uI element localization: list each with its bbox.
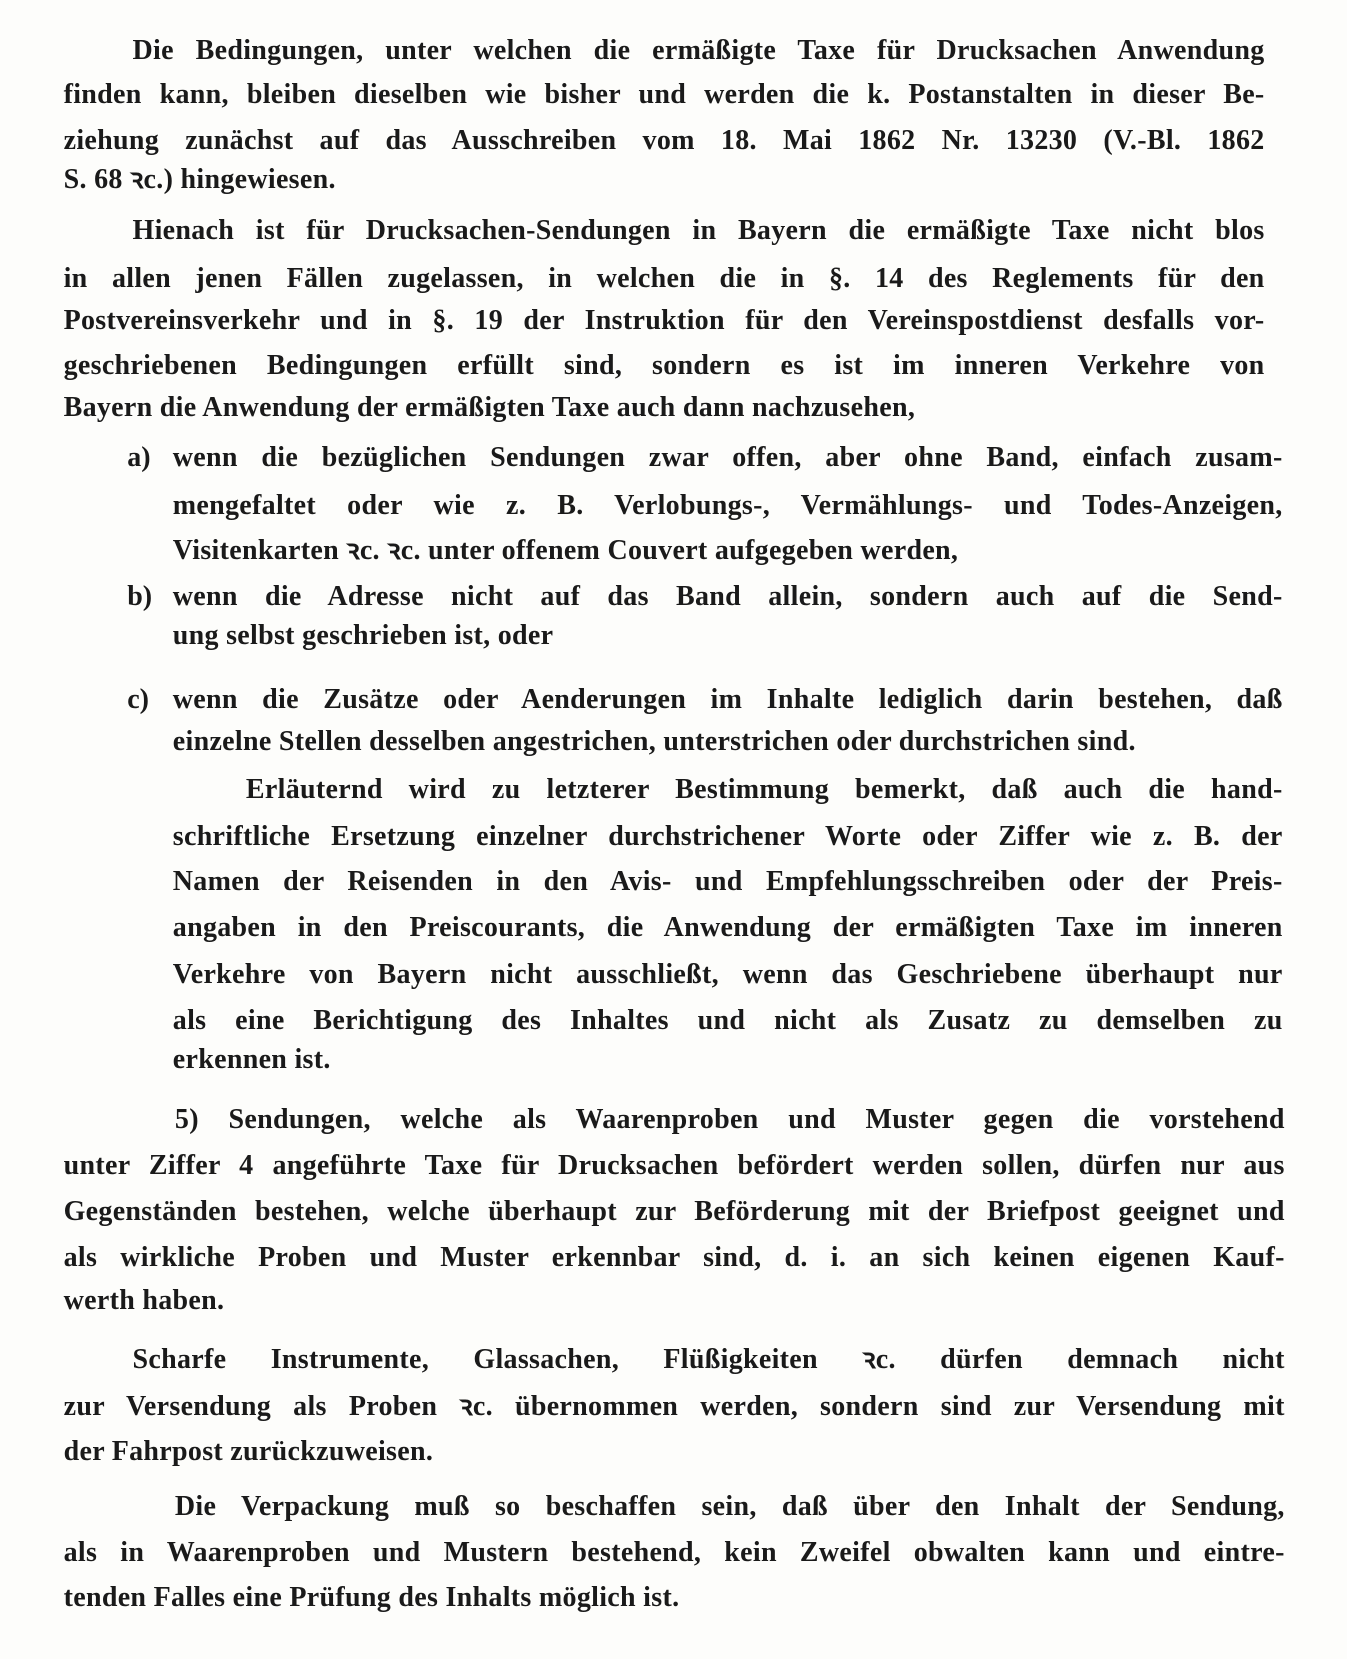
text-line: Bayern die Anwendung der ermäßigten Taxe auch dann nachzusehen, <box>63 392 916 424</box>
text-line: Hienach ist für Drucksachen-Sendungen in Bayern die ermäßigte Taxe nicht blos <box>132 215 1265 247</box>
text-line: Erläuternd wird zu letzterer Bestimmung bemerkt, daß auch die hand- <box>245 773 1283 805</box>
list-item-label: a) <box>127 441 151 473</box>
text-line: Gegenständen bestehen, welche überhaupt zur Beförderung mit der Briefpost geeignet und <box>63 1195 1285 1227</box>
text-line: mengefaltet oder wie z. B. Verlobungs-, Vermählungs- und Todes-Anzeigen, <box>172 489 1283 521</box>
text-line: werth haben. <box>63 1284 225 1316</box>
text-line: Namen der Reisenden in den Avis- und Empfehlungsschreiben oder der Preis- <box>172 865 1283 897</box>
text-line: finden kann, bleiben dieselben wie bisher und werden die k. Postanstalten in dieser Be- <box>63 79 1265 111</box>
text-line: Die Bedingungen, unter welchen die ermäßigte Taxe für Drucksachen Anwendung <box>132 34 1265 66</box>
text-line: Die Verpackung muß so beschaffen sein, daß über den Inhalt der Sendung, <box>174 1491 1285 1523</box>
text-line: der Fahrpost zurückzuweisen. <box>63 1436 434 1468</box>
text-line: zur Versendung als Proben ꝛc. übernommen werden, sondern sind zur Versendung mit <box>63 1390 1285 1422</box>
text-line: angaben in den Preiscourants, die Anwendung der ermäßigten Taxe im inneren <box>172 911 1283 943</box>
text-line: unter Ziffer 4 angeführte Taxe für Drucksachen befördert werden sollen, dürfen nur aus <box>63 1150 1285 1181</box>
text-line: als in Waarenproben und Mustern bestehend, kein Zweifel obwalten kann und eintre- <box>63 1536 1285 1568</box>
text-line: ziehung zunächst auf das Ausschreiben vom 18. Mai 1862 Nr. 13230 (V.-Bl. 1862 <box>63 124 1265 156</box>
list-item-label: b) <box>127 580 153 612</box>
text-line: Postvereinsverkehr und in §. 19 der Instruktion für den Vereinspostdienst desfalls vor- <box>63 305 1265 337</box>
text-line: Visitenkarten ꝛc. ꝛc. unter offenem Couvert aufgegeben werden, <box>172 535 959 567</box>
text-line: tenden Falles eine Prüfung des Inhalts möglich ist. <box>63 1582 680 1614</box>
text-line: ung selbst geschrieben ist, oder <box>172 620 554 651</box>
text-line: wenn die Zusätze oder Aenderungen im Inhalte lediglich darin bestehen, daß <box>172 683 1283 715</box>
text-line: 5) Sendungen, welche als Waarenproben und Muster gegen die vorstehend <box>174 1104 1285 1136</box>
text-line: schriftliche Ersetzung einzelner durchstrichener Worte oder Ziffer wie z. B. der <box>172 821 1283 853</box>
text-line: S. 68 ꝛc.) hingewiesen. <box>63 164 336 196</box>
text-line: geschriebenen Bedingungen erfüllt sind, sondern es ist im inneren Verkehre von <box>63 349 1265 381</box>
text-line: erkennen ist. <box>172 1044 331 1075</box>
text-line: als wirkliche Proben und Muster erkennbar sind, d. i. an sich keinen eigenen Kauf- <box>63 1242 1285 1274</box>
text-line: einzelne Stellen desselben angestrichen, unterstrichen oder durchstrichen sind. <box>172 726 1136 757</box>
list-item-label: c) <box>127 683 149 715</box>
text-line: in allen jenen Fällen zugelassen, in welchen die in §. 14 des Reglements für den <box>63 262 1265 294</box>
text-line: Verkehre von Bayern nicht ausschließt, wenn das Geschriebene überhaupt nur <box>172 959 1283 991</box>
text-line: Scharfe Instrumente, Glassachen, Flüßigkeiten ꝛc. dürfen demnach nicht <box>132 1343 1285 1375</box>
text-line: wenn die bezüglichen Sendungen zwar offen, aber ohne Band, einfach zusam- <box>172 441 1283 473</box>
text-line: als eine Berichtigung des Inhaltes und nicht als Zusatz zu demselben zu <box>172 1004 1283 1036</box>
text-line: wenn die Adresse nicht auf das Band allein, sondern auch auf die Send- <box>172 580 1283 612</box>
